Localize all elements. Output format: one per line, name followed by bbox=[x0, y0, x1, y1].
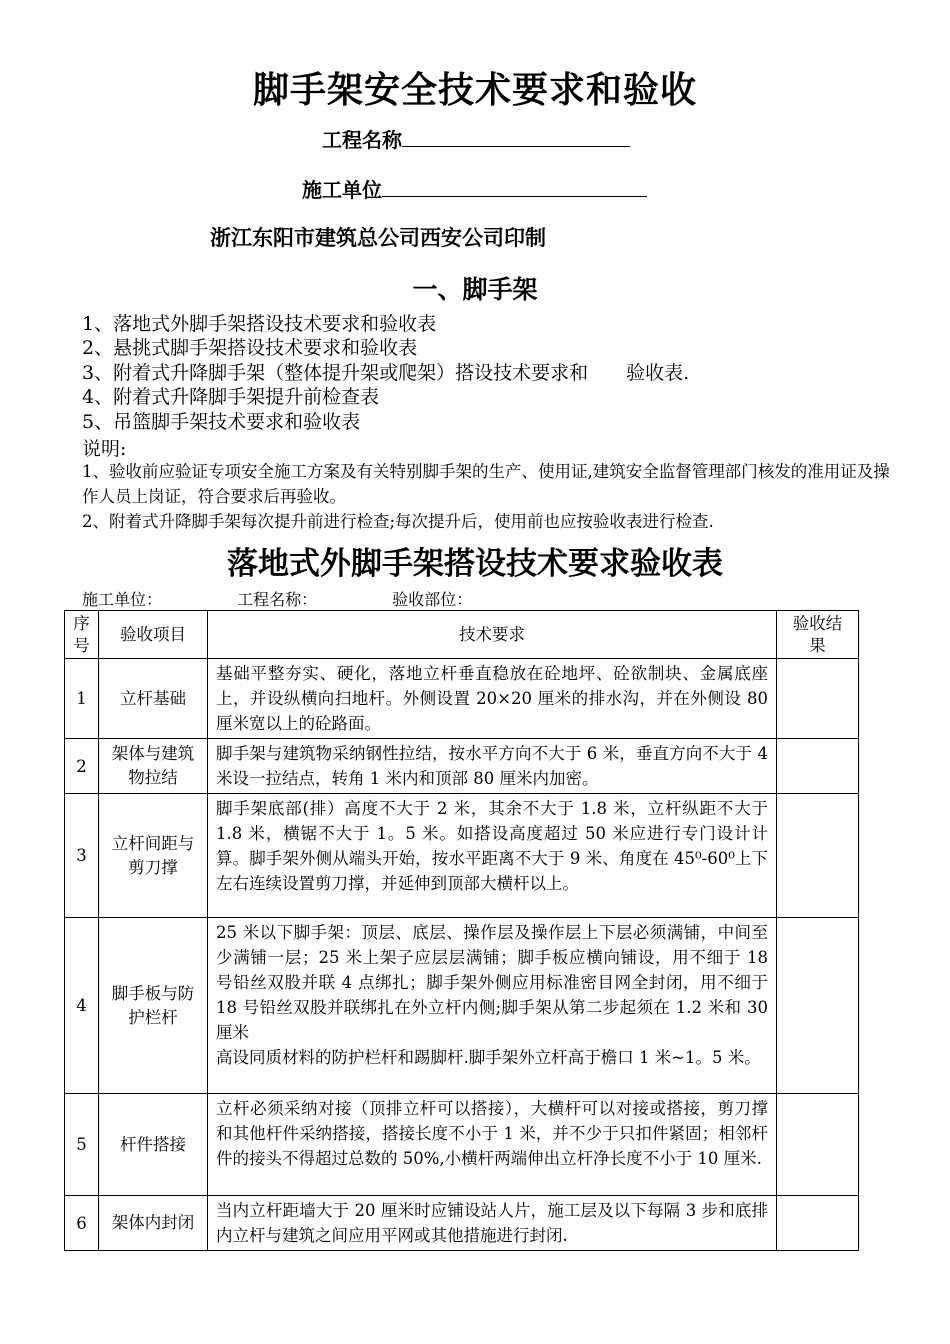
acceptance-table bbox=[64, 610, 859, 1251]
table-title: 落地式外脚手架搭设技术要求验收表 bbox=[227, 546, 723, 582]
row-result-cell[interactable] bbox=[777, 1094, 859, 1196]
row-result-cell[interactable] bbox=[777, 659, 859, 739]
header-item: 验收项目 bbox=[99, 611, 208, 659]
row-requirement: 脚手架底部(排）高度不大于 2 米，其余不大于 1.8 米，立杆纵距不大于 1.8 米，横锯不大于 1。5 米。如搭设高度超过 50 米应进行专门设计计算。脚手架外侧从端头开始，按水平距离不大于 9 米、角度在 45⁰-60⁰上下左右连续设置剪刀撑，并延伸到顶部大横杆以上。 bbox=[208, 794, 777, 918]
row-requirement: 立杆必须采纳对接（顶排立杆可以搭接），大横杆可以对接或搭接，剪刀撑和其他杆件采纳搭接，搭接长度不小于 1 米，并不少于只扣件紧固；相邻杆件的接头不得超过总数的 50%,小横杆两端伸出立杆净长度不小于 10 厘米. bbox=[208, 1094, 777, 1196]
row-no: 6 bbox=[65, 1196, 99, 1251]
project-name-label: 工程名称 bbox=[322, 128, 402, 152]
row-item: 杆件搭接 bbox=[99, 1094, 208, 1196]
row-result-cell[interactable] bbox=[777, 1196, 859, 1251]
row-no: 3 bbox=[65, 794, 99, 918]
list-item: 2、悬挑式脚手架搭设技术要求和验收表 bbox=[82, 337, 418, 360]
row-requirement: 25 米以下脚手架：顶层、底层、操作层及操作层上下层必须满铺，中间至少满铺一层；25 米上架子应层层满铺；脚手板应横向铺设，用不细于 18 号铅丝双股并联 4 点绑扎；脚手架外侧应用标准密目网全封闭，用不细于 18 号铅丝双股并联绑扎在外立杆内侧;脚手架从第二步起须在 1.2 米和 30 厘米 高设同质材料的防护栏杆和踢脚杆.脚手架外立杆高于檐口 1 米~1。5 米。 bbox=[208, 918, 777, 1094]
project-name-field bbox=[322, 124, 630, 153]
meta-contractor: 施工单位： bbox=[82, 590, 163, 609]
list-item: 1、落地式外脚手架搭设技术要求和验收表 bbox=[82, 313, 437, 335]
row-requirement: 当内立杆距墙大于 20 厘米时应铺设站人片，施工层及以下每隔 3 步和底排内立杆与建筑之间应用平网或其他措施进行封闭. bbox=[208, 1196, 777, 1251]
section-heading: 一、脚手架 bbox=[412, 275, 538, 304]
table-row bbox=[65, 659, 859, 739]
table-row bbox=[65, 739, 859, 794]
publisher-line: 浙江东阳市建筑总公司西安公司印制 bbox=[210, 225, 546, 250]
table-header-row bbox=[65, 611, 859, 659]
form-list bbox=[82, 312, 689, 434]
header-req: 技术要求 bbox=[208, 611, 777, 659]
row-requirement: 基础平整夯实、硬化，落地立杆垂直稳放在砼地坪、砼欲制块、金属底座上，并设纵横向扫地杆。外侧设置 20×20 厘米的排水沟，并在外侧设 80 厘米宽以上的砼路面。 bbox=[208, 659, 777, 739]
table-row bbox=[65, 1196, 859, 1251]
table-meta bbox=[82, 587, 472, 610]
header-no: 序号 bbox=[65, 611, 99, 659]
meta-part: 验收部位： bbox=[392, 590, 473, 609]
row-no: 4 bbox=[65, 918, 99, 1094]
note-1: 1、验收前应验证专项安全施工方案及有关特别脚手架的生产、使用证,建筑安全监督管理部门核发的准用证及操作人员上岗证，符合要求后再验收。 bbox=[82, 462, 890, 506]
row-item: 脚手板与防护栏杆 bbox=[99, 918, 208, 1094]
header-result: 验收结果 bbox=[777, 611, 859, 659]
document-title: 脚手架安全技术要求和验收 bbox=[252, 69, 697, 111]
row-item: 立杆基础 bbox=[99, 659, 208, 739]
table-row bbox=[65, 918, 859, 1094]
list-item: 4、附着式升降脚手架提升前检查表 bbox=[82, 386, 380, 409]
row-requirement: 脚手架与建筑物采纳钢性拉结，按水平方向不大于 6 米，垂直方向不大于 4 米设一拉结点，转角 1 米内和顶部 80 厘米内加密。 bbox=[208, 739, 777, 794]
contractor-label: 施工单位 bbox=[302, 178, 382, 202]
row-no: 5 bbox=[65, 1094, 99, 1196]
contractor-field bbox=[302, 174, 647, 203]
table-row bbox=[65, 1094, 859, 1196]
notes-label: 说明: bbox=[82, 438, 127, 460]
row-item: 架体与建筑物拉结 bbox=[99, 739, 208, 794]
list-item: 5、吊篮脚手架技术要求和验收表 bbox=[82, 410, 361, 433]
row-result-cell[interactable] bbox=[777, 918, 859, 1094]
row-result-cell[interactable] bbox=[777, 739, 859, 794]
list-item: 3、附着式升降脚手架（整体提升架或爬架）搭设技术要求和 验收表. bbox=[82, 361, 690, 384]
contractor-blank-line bbox=[382, 180, 647, 197]
row-no: 1 bbox=[65, 659, 99, 739]
table-row bbox=[65, 794, 859, 918]
row-no: 2 bbox=[65, 739, 99, 794]
row-result-cell[interactable] bbox=[777, 794, 859, 918]
note-2: 2、附着式升降脚手架每次提升前进行检查;每次提升后，使用前也应按验收表进行检查. bbox=[82, 512, 714, 531]
meta-project: 工程名称： bbox=[237, 590, 318, 609]
row-item: 立杆间距与剪刀撑 bbox=[99, 794, 208, 918]
row-item: 架体内封闭 bbox=[99, 1196, 208, 1251]
project-name-blank-line bbox=[402, 130, 630, 147]
